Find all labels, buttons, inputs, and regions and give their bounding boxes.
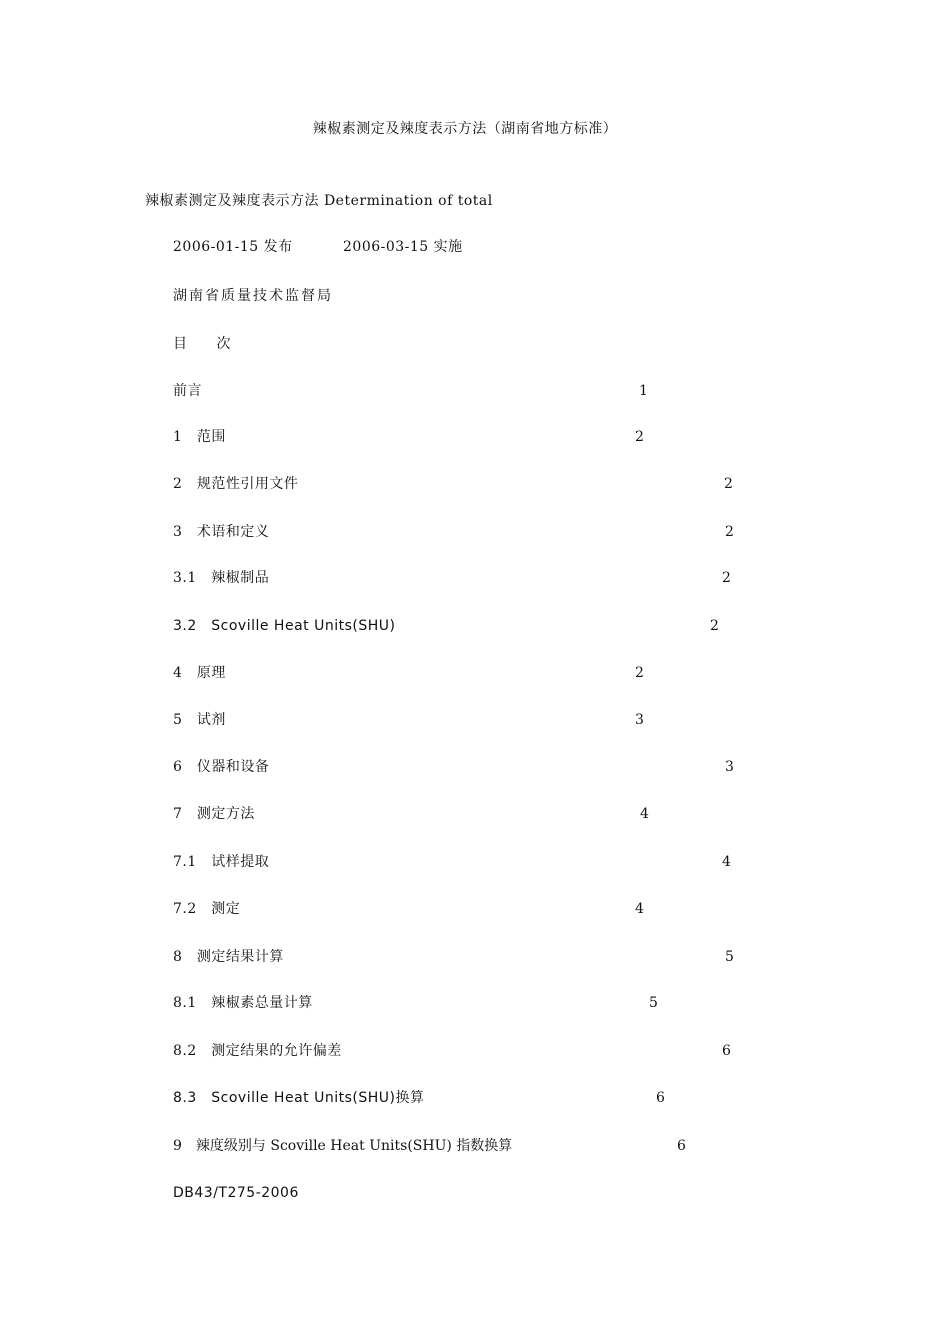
document-title: 辣椒素测定及辣度表示方法（湖南省地方标准） <box>312 121 618 137</box>
toc-item-page: 5 <box>649 995 658 1011</box>
toc-item-label: 8.1 辣椒素总量计算 <box>173 995 313 1011</box>
toc-item-page: 3 <box>725 759 734 775</box>
toc-item-page: 3 <box>635 712 644 728</box>
toc-item-label: 1 范围 <box>173 429 226 445</box>
toc-item-page: 2 <box>725 524 734 540</box>
toc-item-page: 2 <box>635 665 644 681</box>
toc-item-page: 4 <box>722 854 731 870</box>
toc-item-label: 3.1 辣椒制品 <box>173 570 270 586</box>
toc-item-label: 3 术语和定义 <box>173 524 270 540</box>
toc-item-label: 7.2 测定 <box>173 901 241 917</box>
toc-item-label: 4 原理 <box>173 665 226 681</box>
implement-date: 2006-03-15 实施 <box>343 239 463 255</box>
issuer: 湖南省质量技术监督局 <box>173 288 333 304</box>
toc-item-label: 5 试剂 <box>173 712 226 728</box>
toc-item-label: 前言 <box>173 383 202 399</box>
toc-item-page: 2 <box>722 570 731 586</box>
toc-item-label: 9 辣度级别与 Scoville Heat Units(SHU) 指数换算 <box>173 1138 513 1154</box>
toc-item-label: 8.3 Scoville Heat Units(SHU)换算 <box>173 1090 425 1106</box>
toc-item-page: 6 <box>656 1090 665 1106</box>
toc-item-page: 6 <box>722 1043 731 1059</box>
standard-code: DB43/T275-2006 <box>173 1185 299 1201</box>
toc-item-label: 8 测定结果计算 <box>173 949 284 965</box>
issue-date: 2006-01-15 发布 <box>173 239 293 255</box>
toc-item-label: 3.2 Scoville Heat Units(SHU) <box>173 618 396 634</box>
toc-item-page: 5 <box>725 949 734 965</box>
toc-item-label: 6 仪器和设备 <box>173 759 270 775</box>
toc-item-page: 2 <box>635 429 644 445</box>
toc-item-label: 7 测定方法 <box>173 806 255 822</box>
toc-item-label: 2 规范性引用文件 <box>173 476 299 492</box>
document-subtitle: 辣椒素测定及辣度表示方法 Determination of total <box>145 193 493 209</box>
toc-item-label: 7.1 试样提取 <box>173 854 270 870</box>
toc-item-page: 4 <box>640 806 649 822</box>
toc-item-page: 2 <box>724 476 733 492</box>
toc-item-page: 4 <box>635 901 644 917</box>
toc-item-label: 8.2 测定结果的允许偏差 <box>173 1043 342 1059</box>
toc-item-page: 1 <box>639 383 648 399</box>
toc-item-page: 2 <box>710 618 719 634</box>
toc-item-page: 6 <box>677 1138 686 1154</box>
toc-heading: 目 次 <box>173 336 231 352</box>
